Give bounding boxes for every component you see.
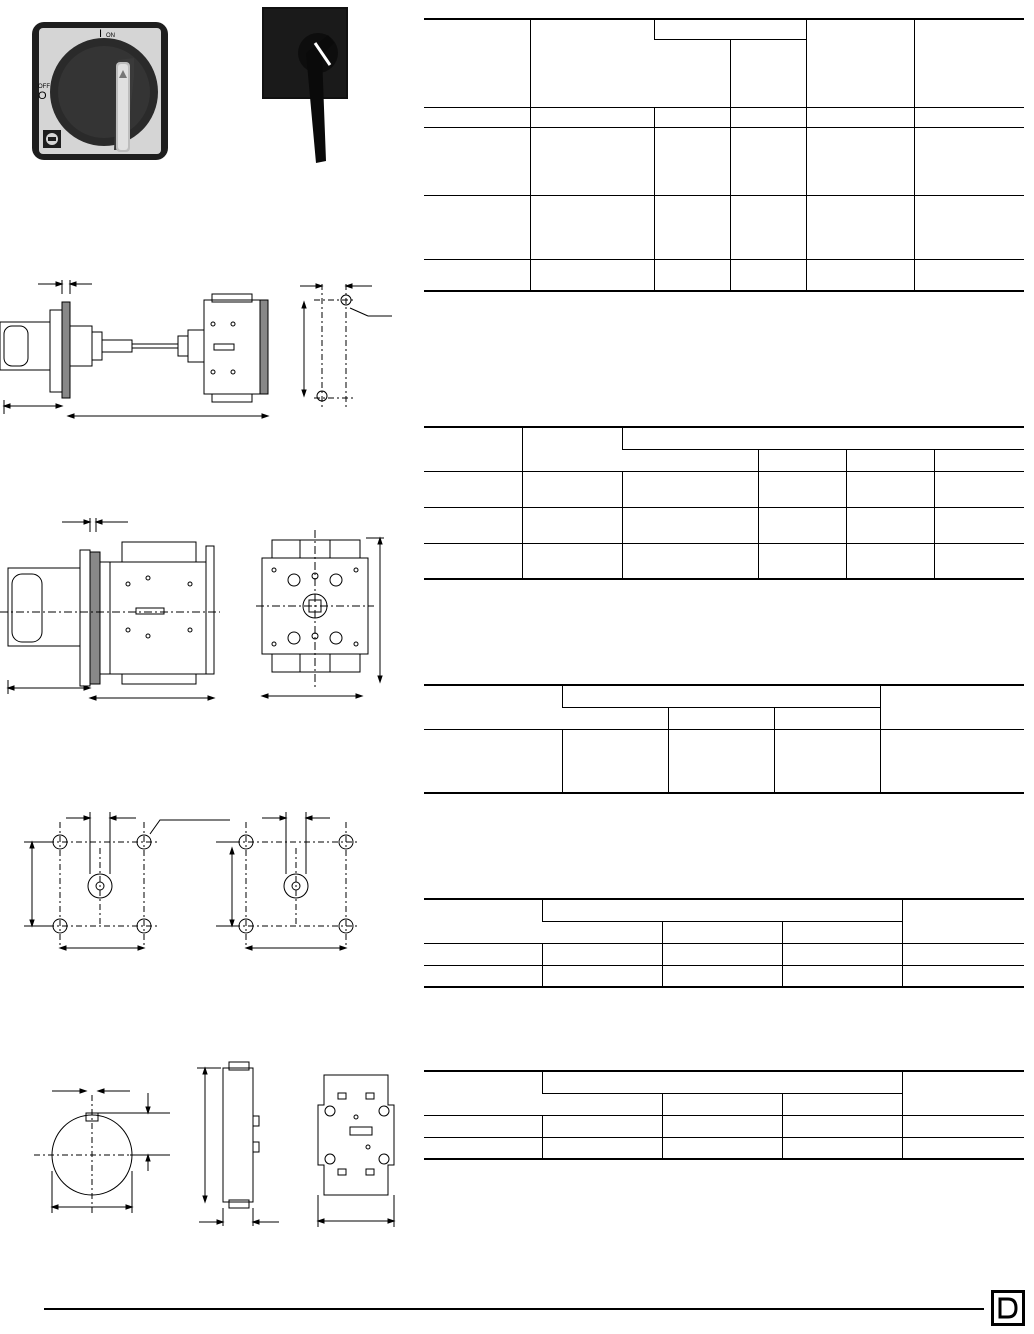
footer-rule <box>44 1308 984 1310</box>
spec-table-4 <box>424 898 1024 988</box>
spec-table-3 <box>424 684 1024 794</box>
mounting-hole-pattern <box>296 280 396 415</box>
extended-shaft-side-view <box>0 272 290 432</box>
spec-table-1 <box>424 18 1024 292</box>
on-label: I <box>99 28 103 40</box>
off-word: OFF <box>38 84 50 90</box>
square-d-logo <box>991 1290 1025 1326</box>
on-word: ON <box>106 33 115 39</box>
off-label: O <box>38 90 47 102</box>
switch-side-view <box>0 512 220 702</box>
spec-table-5 <box>424 1070 1024 1160</box>
auxiliary-front-view <box>310 1065 405 1230</box>
spec-table-2 <box>424 426 1024 580</box>
switch-front-view <box>256 530 386 710</box>
drilling-pattern-right <box>210 808 370 963</box>
shaft-cutout <box>30 1085 175 1220</box>
auxiliary-side-view <box>195 1060 285 1232</box>
black-handle-icon <box>260 5 350 167</box>
drilling-pattern-left <box>20 808 230 963</box>
